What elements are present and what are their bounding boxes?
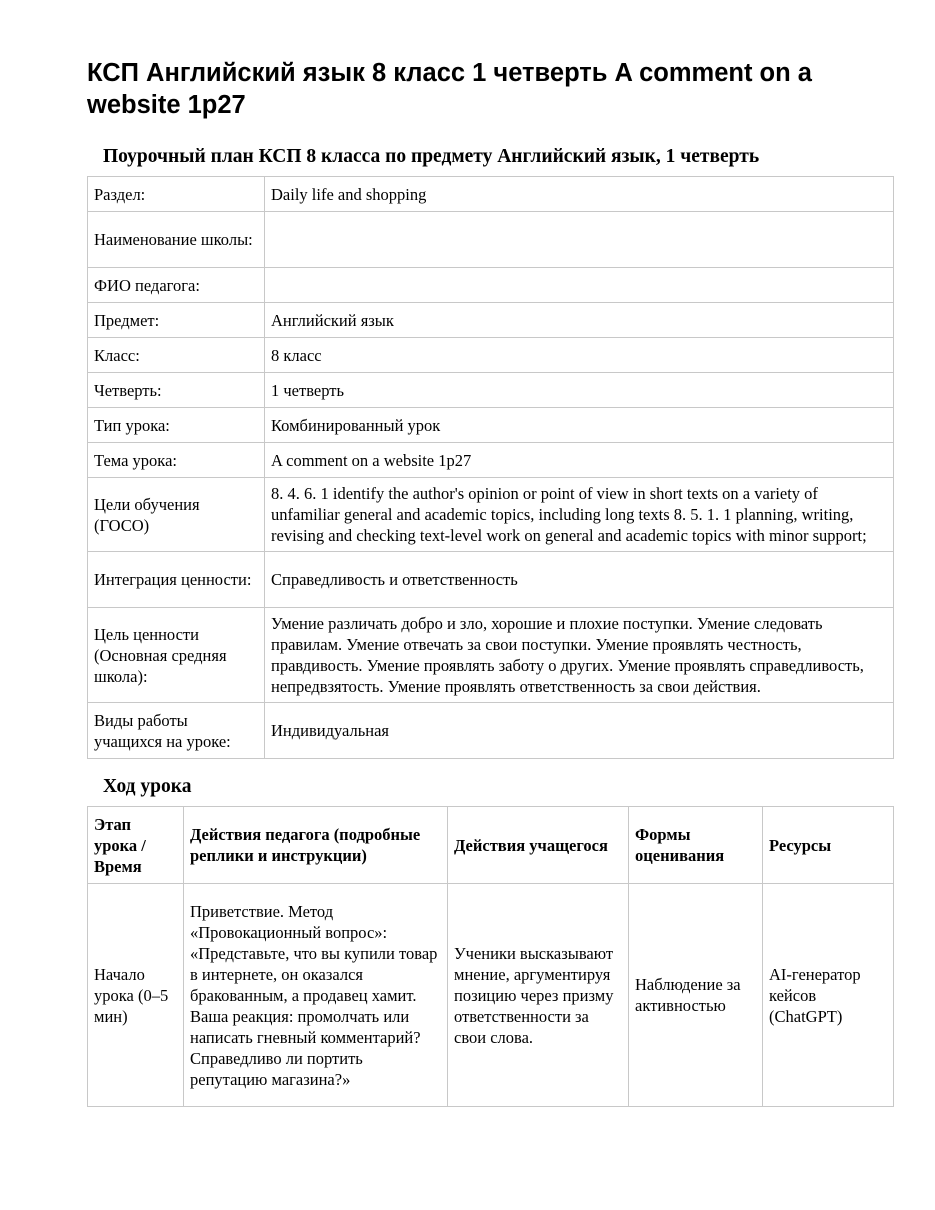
table-row (88, 338, 894, 373)
row-value: Справедливость и ответственность (265, 552, 894, 608)
row-value: Английский язык (265, 303, 894, 338)
document-page (87, 57, 893, 1107)
row-label: Цели обучения (ГОСО) (88, 478, 265, 552)
table-row (88, 884, 894, 1107)
column-header: Этап урока / Время (88, 807, 184, 884)
table-row (88, 443, 894, 478)
row-label: ФИО педагога: (88, 268, 265, 303)
row-value: 8 класс (265, 338, 894, 373)
row-label: Четверть: (88, 373, 265, 408)
row-value: Умение различать добро и зло, хорошие и плохие поступки. Умение следовать правилам. Умение отвечать за свои поступки. Умение проявлять честность, правдивость. Умение проявлять заботу о других. Умение проявлять справедливость, непредвзятость. Умение проявлять ответственность за свои действия. (265, 608, 894, 703)
student-actions-cell: Ученики высказывают мнение, аргументируя позицию через призму ответственности за свои слова. (448, 884, 629, 1107)
table-row (88, 552, 894, 608)
table-row (88, 373, 894, 408)
spacer (87, 759, 893, 775)
lesson-table (87, 806, 894, 1107)
row-label: Цель ценности (Основная средняя школа): (88, 608, 265, 703)
row-label: Тип урока: (88, 408, 265, 443)
table-row (88, 478, 894, 552)
stage-cell: Начало урока (0–5 мин) (88, 884, 184, 1107)
teacher-actions-cell: Приветствие. Метод «Провокационный вопрос»: «Представьте, что вы купили товар в интернете, он оказался бракованным, а продавец хамит. Ваша реакция: промолчать или написать гневный комментарий? Справедливо ли портить репутацию магазина?» (184, 884, 448, 1107)
row-label: Раздел: (88, 177, 265, 212)
assessment-cell: Наблюдение за активностью (629, 884, 763, 1107)
column-header: Действия педагога (подробные реплики и инструкции) (184, 807, 448, 884)
table-row (88, 303, 894, 338)
column-header: Ресурсы (763, 807, 894, 884)
row-value: 8. 4. 6. 1 identify the author's opinion or point of view in short texts on a variety of unfamiliar general and academic topics, including long texts 8. 5. 1. 1 planning, writing, revising and checking text-level work on general and academic topics with minor support; (265, 478, 894, 552)
row-value: Daily life and shopping (265, 177, 894, 212)
row-value: A comment on a website 1p27 (265, 443, 894, 478)
plan-info-table (87, 176, 894, 759)
column-header: Действия учащегося (448, 807, 629, 884)
resources-cell: AI-генератор кейсов (ChatGPT) (763, 884, 894, 1107)
row-label: Интеграция ценности: (88, 552, 265, 608)
row-value: 1 четверть (265, 373, 894, 408)
row-value: Комбинированный урок (265, 408, 894, 443)
table-header-row (88, 807, 894, 884)
row-label: Класс: (88, 338, 265, 373)
table-row (88, 177, 894, 212)
table-row (88, 608, 894, 703)
row-label: Наименование школы: (88, 212, 265, 268)
table-row (88, 212, 894, 268)
table-row (88, 703, 894, 759)
document-title: КСП Английский язык 8 класс 1 четверть A comment on a website 1p27 (87, 59, 812, 119)
column-header: Формы оценивания (629, 807, 763, 884)
plan-heading: Поурочный план КСП 8 класса по предмету Английский язык, 1 четверть (103, 146, 760, 167)
table-row (88, 268, 894, 303)
row-value (265, 212, 894, 268)
row-label: Тема урока: (88, 443, 265, 478)
row-label: Предмет: (88, 303, 265, 338)
table-row (88, 408, 894, 443)
row-value: Индивидуальная (265, 703, 894, 759)
row-value (265, 268, 894, 303)
row-label: Виды работы учащихся на уроке: (88, 703, 265, 759)
lesson-heading: Ход урока (103, 776, 192, 797)
